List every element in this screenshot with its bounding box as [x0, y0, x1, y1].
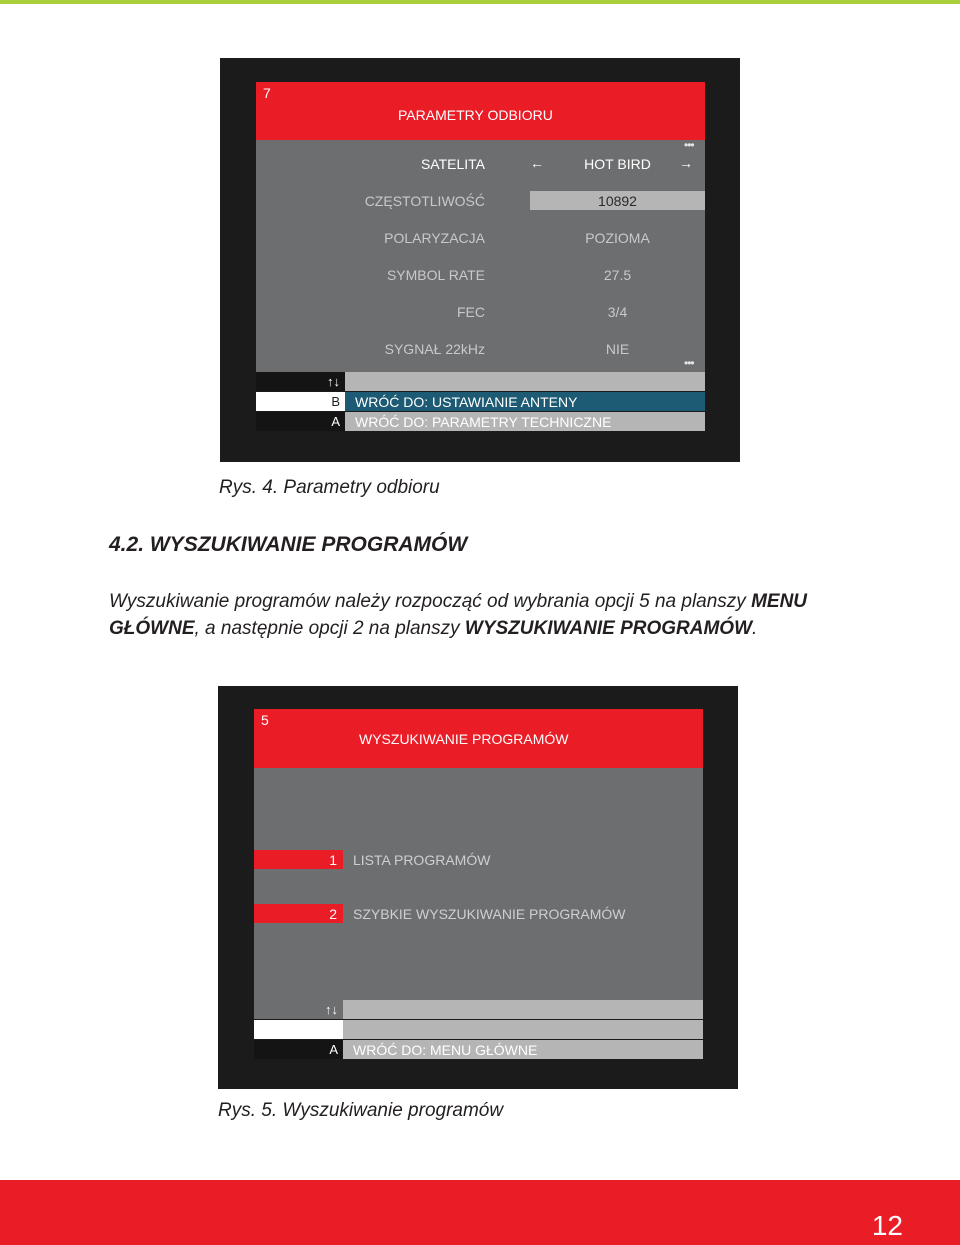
param-label: SYGNAŁ 22kHz [384, 341, 485, 357]
screen-title: WYSZUKIWANIE PROGRAMÓW [359, 731, 569, 747]
menu-item-number-box [254, 904, 343, 923]
menu-item-label: SZYBKIE WYSZUKIWANIE PROGRAMÓW [353, 906, 626, 922]
nav-key-box [256, 392, 345, 411]
param-label: FEC [457, 304, 485, 320]
arrow-left-icon[interactable]: ← [530, 155, 544, 171]
section-paragraph [109, 589, 829, 642]
para-text: . [752, 617, 758, 639]
page-footer [0, 1180, 960, 1245]
up-down-arrows-icon: ↑↓ [327, 374, 340, 389]
nav-arrows-row [254, 1000, 703, 1019]
nav-action-box [345, 392, 705, 411]
param-value: 10892 [598, 193, 637, 209]
menu-item-lista-programow[interactable] [254, 850, 703, 869]
figure-caption: Rys. 5. Wyszukiwanie programów [218, 1100, 504, 1121]
nav-arrows-row [256, 372, 705, 391]
screen-body [256, 140, 705, 372]
screen-header [254, 709, 703, 768]
param-row-polaryzacja[interactable] [256, 228, 705, 248]
more-up-icon: ••• [684, 138, 694, 152]
screen-title: PARAMETRY ODBIORU [398, 107, 553, 123]
screen-header [256, 82, 705, 140]
param-value: 27.5 [603, 267, 632, 283]
param-label: SATELITA [420, 156, 485, 172]
section-heading: 4.2. WYSZUKIWANIE PROGRAMÓW [109, 533, 468, 556]
param-value: NIE [605, 341, 630, 357]
nav-key-box [256, 412, 345, 431]
screen-number: 7 [263, 85, 271, 101]
more-down-icon: ••• [684, 356, 694, 370]
figure-wyszukiwanie-screen [218, 686, 738, 1089]
param-value: HOT BIRD [584, 156, 651, 172]
screen-body [254, 768, 703, 1000]
param-row-sygnal-22khz[interactable] [256, 339, 705, 359]
nav-key: B [331, 394, 340, 409]
nav-blank [345, 372, 705, 391]
nav-option-a[interactable] [256, 412, 705, 431]
top-accent-line [0, 0, 960, 4]
screen-number: 5 [261, 712, 269, 728]
nav-arrows-box [256, 372, 345, 391]
nav-action-box [343, 1020, 703, 1039]
nav-key: A [331, 414, 340, 429]
nav-action-label: WRÓĆ DO: USTAWIANIE ANTENY [355, 394, 578, 410]
menu-item-number: 1 [329, 852, 337, 868]
nav-blank [343, 1000, 703, 1019]
arrow-right-icon[interactable]: → [679, 155, 693, 171]
page-number: 12 [871, 1210, 903, 1241]
param-label: POLARYZACJA [384, 230, 485, 246]
param-label: CZĘSTOTLIWOŚĆ [364, 193, 485, 209]
param-row-symbol-rate[interactable] [256, 265, 705, 285]
param-row-fec[interactable] [256, 302, 705, 322]
up-down-arrows-icon: ↑↓ [325, 1002, 338, 1017]
nav-option-b[interactable] [256, 392, 705, 411]
figure-caption: Rys. 4. Parametry odbioru [219, 477, 440, 498]
nav-action-label: WRÓĆ DO: PARAMETRY TECHNICZNE [355, 414, 612, 430]
param-row-czestotliwosc[interactable] [256, 191, 705, 211]
figure-parametry-odbioru-screen [220, 58, 740, 462]
param-row-satelita[interactable] [256, 154, 705, 174]
param-label: SYMBOL RATE [386, 267, 485, 283]
nav-action-box [343, 1040, 703, 1059]
nav-key: A [329, 1042, 338, 1057]
menu-item-szybkie-wyszukiwanie[interactable] [254, 904, 703, 923]
para-bold: WYSZUKIWANIE PROGRAMÓW [464, 617, 753, 639]
nav-key-box [254, 1020, 343, 1039]
param-value: POZIOMA [585, 230, 650, 246]
para-text: Wyszukiwanie programów należy rozpocząć od wybrania opcji 5 na planszy [109, 591, 752, 612]
menu-item-number-box [254, 850, 343, 869]
para-text: , a następnie opcji 2 na planszy [194, 617, 465, 639]
nav-action-box [345, 412, 705, 431]
para-bold: MENU GŁÓWNE [109, 591, 808, 639]
param-value: 3/4 [607, 304, 628, 320]
nav-action-label: WRÓĆ DO: MENU GŁÓWNE [353, 1042, 538, 1058]
nav-blank-row [254, 1020, 703, 1039]
menu-item-label: LISTA PROGRAMÓW [353, 852, 491, 868]
nav-option-a[interactable] [254, 1040, 703, 1059]
menu-item-number: 2 [329, 906, 337, 922]
nav-arrows-box [254, 1000, 343, 1019]
nav-key-box [254, 1040, 343, 1059]
